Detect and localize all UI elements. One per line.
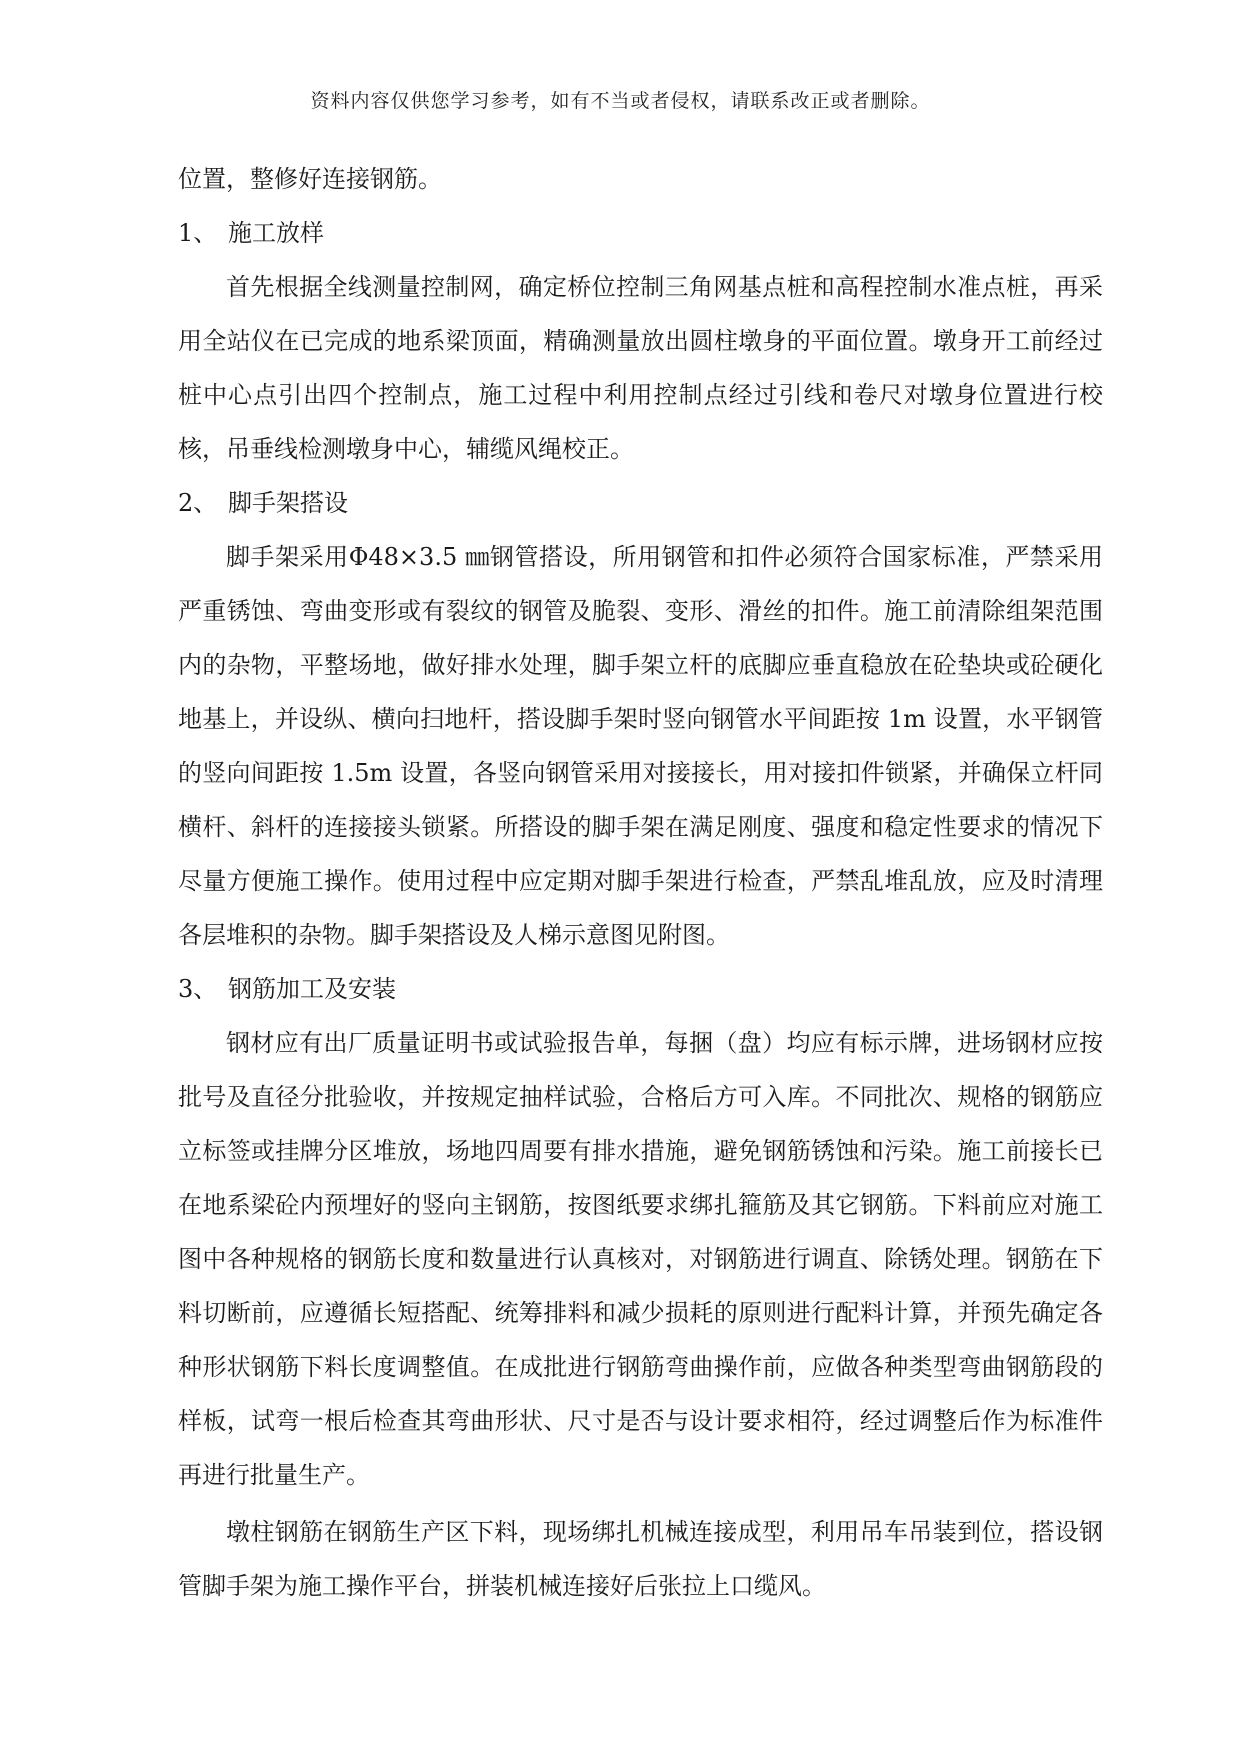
paragraph: 墩柱钢筋在钢筋生产区下料，现场绑扎机械连接成型，利用吊车吊装到位，搭设钢管脚手架为施工操作平台，拼装机械连接好后张拉上口缆风。 [178, 1518, 1103, 1600]
section-number: 3、 [178, 975, 218, 1003]
section-title: 钢筋加工及安装 [228, 975, 396, 1003]
paragraph: 首先根据全线测量控制网，确定桥位控制三角网基点桩和高程控制水准点桩，再采用全站仪在已完成的地系梁顶面，精确测量放出圆柱墩身的平面位置。墩身开工前经过桩中心点引出四个控制点，施工过程中利用控制点经过引线和卷尺对墩身位置进行校核，吊垂线检测墩身中心，辅缆风绳校正。 [178, 273, 1103, 463]
section-title: 脚手架搭设 [228, 489, 348, 517]
section-number: 2、 [178, 489, 218, 517]
paragraph: 脚手架采用Φ48×3.5 ㎜钢管搭设，所用钢管和扣件必须符合国家标准，严禁采用严重锈蚀、弯曲变形或有裂纹的钢管及脆裂、变形、滑丝的扣件。施工前清除组架范围内的杂物，平整场地，做好排水处理，脚手架立杆的底脚应垂直稳放在砼垫块或砼硬化地基上，并设纵、横向扫地杆，搭设脚手架时竖向钢管水平间距按 1m 设置，水平钢管的竖向间距按 1.5m 设置，各竖向钢管采用对接接长，用对接扣件锁紧，并确保立杆同横杆、斜杆的连接接头锁紧。所搭设的脚手架在满足刚度、强度和稳定性要求的情况下尽量方便施工操作。使用过程中应定期对脚手架进行检查，严禁乱堆乱放，应及时清理各层堆积的杂物。脚手架搭设及人梯示意图见附图。 [178, 543, 1103, 949]
paragraph: 钢材应有出厂质量证明书或试验报告单，每捆（盘）均应有标示牌，进场钢材应按批号及直径分批验收，并按规定抽样试验，合格后方可入库。不同批次、规格的钢筋应立标签或挂牌分区堆放，场地四周要有排水措施，避免钢筋锈蚀和污染。施工前接长已在地系梁砼内预埋好的竖向主钢筋，按图纸要求绑扎箍筋及其它钢筋。下料前应对施工图中各种规格的钢筋长度和数量进行认真核对，对钢筋进行调直、除锈处理。钢筋在下料切断前，应遵循长短搭配、统筹排料和减少损耗的原则进行配料计算，并预先确定各种形状钢筋下料长度调整值。在成批进行钢筋弯曲操作前，应做各种类型弯曲钢筋段的样板，试弯一根后检查其弯曲形状、尺寸是否与设计要求相符，经过调整后作为标准件再进行批量生产。 [178, 1029, 1103, 1489]
section-heading-2 [178, 476, 1103, 530]
section-title: 施工放样 [228, 219, 324, 247]
continuation-line: 位置，整修好连接钢筋。 [178, 165, 442, 193]
section-heading-1 [178, 206, 1103, 260]
section-number: 1、 [178, 219, 218, 247]
document-body [178, 152, 1103, 1613]
disclaimer-header: 资料内容仅供您学习参考，如有不当或者侵权，请联系改正或者删除。 [310, 90, 931, 112]
section-heading-3 [178, 962, 1103, 1016]
